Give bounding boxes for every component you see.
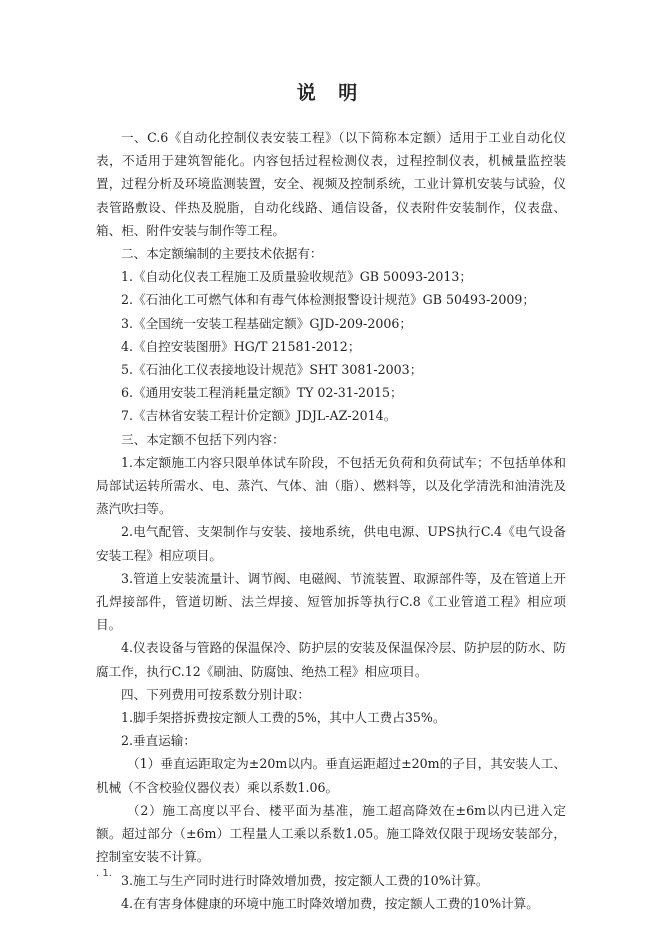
basis-item: 2.《石油化工可燃气体和有毒气体检测报警设计规范》GB 50493-2009；: [121, 292, 535, 308]
fee-subitem: （1）垂直运距取定为±20m以内。垂直运距超过±20m的子目，其安装人工、机械（不含校验仪器仪表）乘以系数1.06。: [96, 756, 566, 795]
basis-item: 7.《吉林省安装工程计价定额》JDJL-AZ-2014。: [121, 408, 397, 424]
exclusion-item: 4.仪表设备与管路的保温保冷、防护层的安装及保温保冷层、防护层的防水、防腐工作，执行C.12《刷油、防腐蚀、绝热工程》相应项目。: [96, 640, 566, 679]
basis-item: 1.《自动化仪表工程施工及质量验收规范》GB 50093-2013；: [121, 269, 472, 285]
fee-item: 3.施工与生产同时进行时降效增加费，按定额人工费的10%计算。: [121, 872, 489, 888]
fee-item: 4.在有害身体健康的环境中施工时降效增加费，按定额人工费的10%计算。: [121, 895, 539, 911]
basis-item: 6.《通用安装工程消耗量定额》TY 02-31-2015；: [121, 385, 403, 401]
paragraph-scope: 一、C.6《自动化控制仪表安装工程》（以下简称本定额）适用于工业自动化仪表，不适用于建筑智能化。内容包括过程检测仪表，过程控制仪表，机械量监控装置，过程分析及环境监测装置，安全、视频及控制系统，工业计算机安装与试验，仪表管路敷设、伴热及脱脂，自动化线路、通信设备，仪表附件安装制作，仪表盘、箱、柜、附件安装与制作等工程。: [96, 130, 566, 238]
fee-item: 1.脚手架搭拆费按定额人工费的5%，其中人工费占35%。: [121, 710, 446, 726]
exclusion-item: 2.电气配管、支架制作与安装、接地系统，供电电源、UPS执行C.4《电气设备安装工程》相应项目。: [96, 524, 566, 563]
basis-item: 4.《自控安装图册》HG/T 21581-2012；: [121, 338, 361, 354]
fee-item: 2.垂直运输：: [121, 733, 196, 749]
page-number: . 1.: [96, 868, 112, 879]
section-heading-basis: 二、本定额编制的主要技术依据有：: [121, 246, 323, 262]
document-body: [96, 126, 566, 915]
page-title: 说 明: [296, 82, 366, 104]
exclusion-item: 3.管道上安装流量计、调节阀、电磁阀、节流装置、取源部件等，及在管道上开孔焊接部件，管道切断、法兰焊接、短管加拆等执行C.8《工业管道工程》相应项目。: [96, 570, 566, 633]
basis-item: 3.《全国统一安装工程基础定额》GJD-209-2006；: [121, 315, 412, 331]
section-heading-fees: 四、下列费用可按系数分别计取：: [121, 686, 310, 702]
exclusion-item: 1.本定额施工内容只限单体试车阶段，不包括无负荷和负荷试车；不包括单体和局部试运转所需水、电、蒸汽、气体、油（脂）、燃料等，以及化学清洗和油清洗及蒸汽吹扫等。: [96, 454, 566, 517]
basis-item: 5.《石油化工仪表接地设计规范》SHT 3081-2003；: [121, 362, 423, 378]
section-heading-exclusions: 三、本定额不包括下列内容：: [121, 431, 285, 447]
fee-subitem: （2）施工高度以平台、楼平面为基准，施工超高降效在±6m以内已进入定额。超过部分（±6m）工程量人工乘以系数1.05。施工降效仅限于现场安装部分，控制室安装不计算。: [96, 802, 566, 865]
